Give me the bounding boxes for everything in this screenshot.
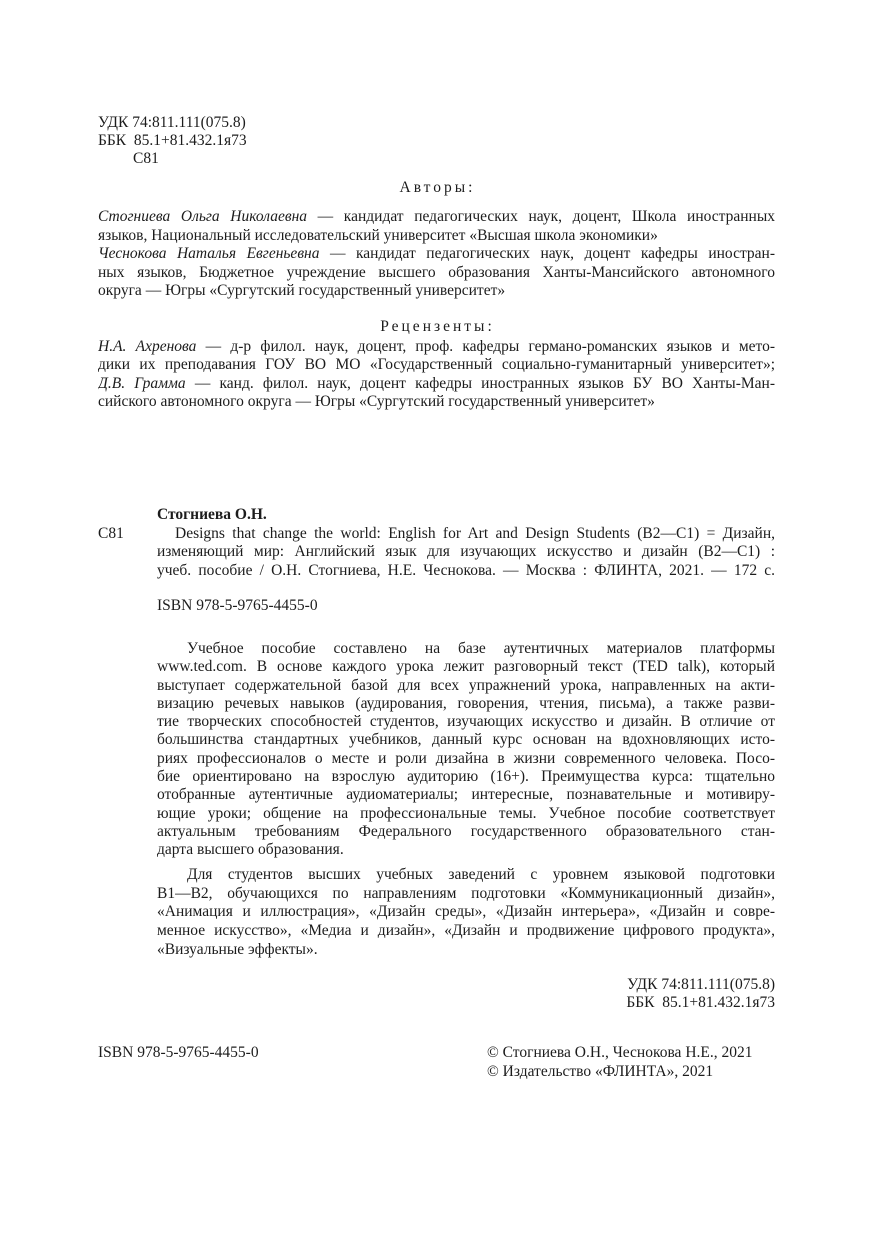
author-line: языков, Национальный исследовательский университет «Высшая школа экономики» <box>98 227 658 244</box>
footer-udk: УДК 74:811.111(075.8) <box>627 976 775 993</box>
abstract-line: Для студентов высших учебных заведений с уровнем языковой подготовки <box>187 866 775 883</box>
abstract-line: отобранные аутентичные аудиоматериалы; интересные, познавательные и мотивиру- <box>157 786 775 803</box>
abstract-line: бие ориентировано на взрослую аудиторию (16+). Преимущества курса: тщательно <box>157 768 775 785</box>
abstract-line: B1—B2, обучающихся по направлениям подготовки «Коммуникационный дизайн», <box>157 885 775 902</box>
catalog-line: изменяющий мир: Английский язык для изучающих искусство и дизайн (B2—C1) : <box>157 543 775 560</box>
bbk-code: ББК 85.1+81.432.1я73 <box>98 132 247 149</box>
abstract-line: ющие уроки; общение на профессиональные темы. Учебное пособие соответствует <box>157 805 775 822</box>
reviewer-text: — д-р филол. наук, доцент, проф. кафедры германо-романских языков и мето- <box>196 338 775 355</box>
catalog-author <box>157 506 267 524</box>
author-line <box>98 245 775 263</box>
catalog-code: С81 <box>98 525 124 542</box>
reviewer-line: дики их преподавания ГОУ ВО МО «Государственный социально-гуманитарный университет»; <box>98 356 775 373</box>
reviewer-line: сийского автономного округа — Югры «Сургутский государственный университет» <box>98 393 655 410</box>
reviewer-line <box>98 375 775 393</box>
abstract-line: риях профессионалов о месте и роли дизайна в жизни современного человека. Посо- <box>157 750 775 767</box>
authors-heading: Авторы: <box>399 179 476 196</box>
catalog-author-name: Стогниева О.Н. <box>157 506 267 523</box>
abstract-line: большинства стандартных учебников, данный курс основан на вдохновляющих исто- <box>157 731 775 748</box>
author-text: — кандидат педагогических наук, доцент кафедры иностран- <box>319 245 775 262</box>
author-line <box>98 208 775 226</box>
copyright-authors: © Стогниева О.Н., Чеснокова Н.Е., 2021 <box>487 1044 753 1061</box>
abstract-line: тие творческих способностей студентов, изучающих искусство и дизайн. В отличие от <box>157 713 775 730</box>
abstract-line: www.ted.com. В основе каждого урока лежит разговорный текст (TED talk), который <box>157 658 775 675</box>
author-name: Чеснокова Наталья Евгеньевна <box>98 245 320 262</box>
footer-isbn: ISBN 978-5-9765-4455-0 <box>98 1044 259 1061</box>
reviewer-text: — канд. филол. наук, доцент кафедры иностранных языков БУ ВО Ханты-Ман- <box>185 375 775 392</box>
reviewer-name: Н.А. Ахренова <box>98 338 197 355</box>
author-text: — кандидат педагогических наук, доцент, Школа иностранных <box>307 208 775 225</box>
catalog-line: учеб. пособие / О.Н. Стогниева, Н.Е. Чеснокова. — Москва : ФЛИНТА, 2021. — 172 с. <box>157 562 775 579</box>
abstract-line: выступает содержательной базой для всех упражнений урока, направленных на акти- <box>157 677 775 694</box>
author-mark: С81 <box>133 150 159 167</box>
abstract-line: «Анимация и иллюстрация», «Дизайн среды», «Дизайн интерьера», «Дизайн и совре- <box>157 903 775 920</box>
reviewer-name: Д.В. Грамма <box>98 375 186 392</box>
abstract-line: менное искусство», «Медиа и дизайн», «Дизайн и продвижение цифрового продукта», <box>157 922 775 939</box>
abstract-line: дарта высшего образования. <box>157 841 344 858</box>
abstract-line: «Визуальные эффекты». <box>157 941 318 958</box>
udk-code: УДК 74:811.111(075.8) <box>98 114 246 131</box>
abstract-line: актуальным требованиям Федерального государственного образовательного стан- <box>157 823 775 840</box>
reviewer-line <box>98 338 775 356</box>
author-line: ных языков, Бюджетное учреждение высшего образования Ханты-Мансийского автономного <box>98 264 775 281</box>
copyright-publisher: © Издательство «ФЛИНТА», 2021 <box>487 1063 714 1080</box>
catalog-line: Designs that change the world: English for Art and Design Students (B2—C1) = Дизайн, <box>175 525 775 542</box>
footer-bbk: ББК 85.1+81.432.1я73 <box>626 994 775 1011</box>
catalog-isbn: ISBN 978-5-9765-4455-0 <box>157 597 318 614</box>
reviewers-heading: Рецензенты: <box>380 318 495 335</box>
abstract-line: Учебное пособие составлено на базе аутентичных материалов платформы <box>187 640 775 657</box>
abstract-line: визацию речевых навыков (аудирования, говорения, чтения, письма), а также разви- <box>157 695 775 712</box>
author-name: Стогниева Ольга Николаевна <box>98 208 308 225</box>
author-line: округа — Югры «Сургутский государственный университет» <box>98 282 506 299</box>
